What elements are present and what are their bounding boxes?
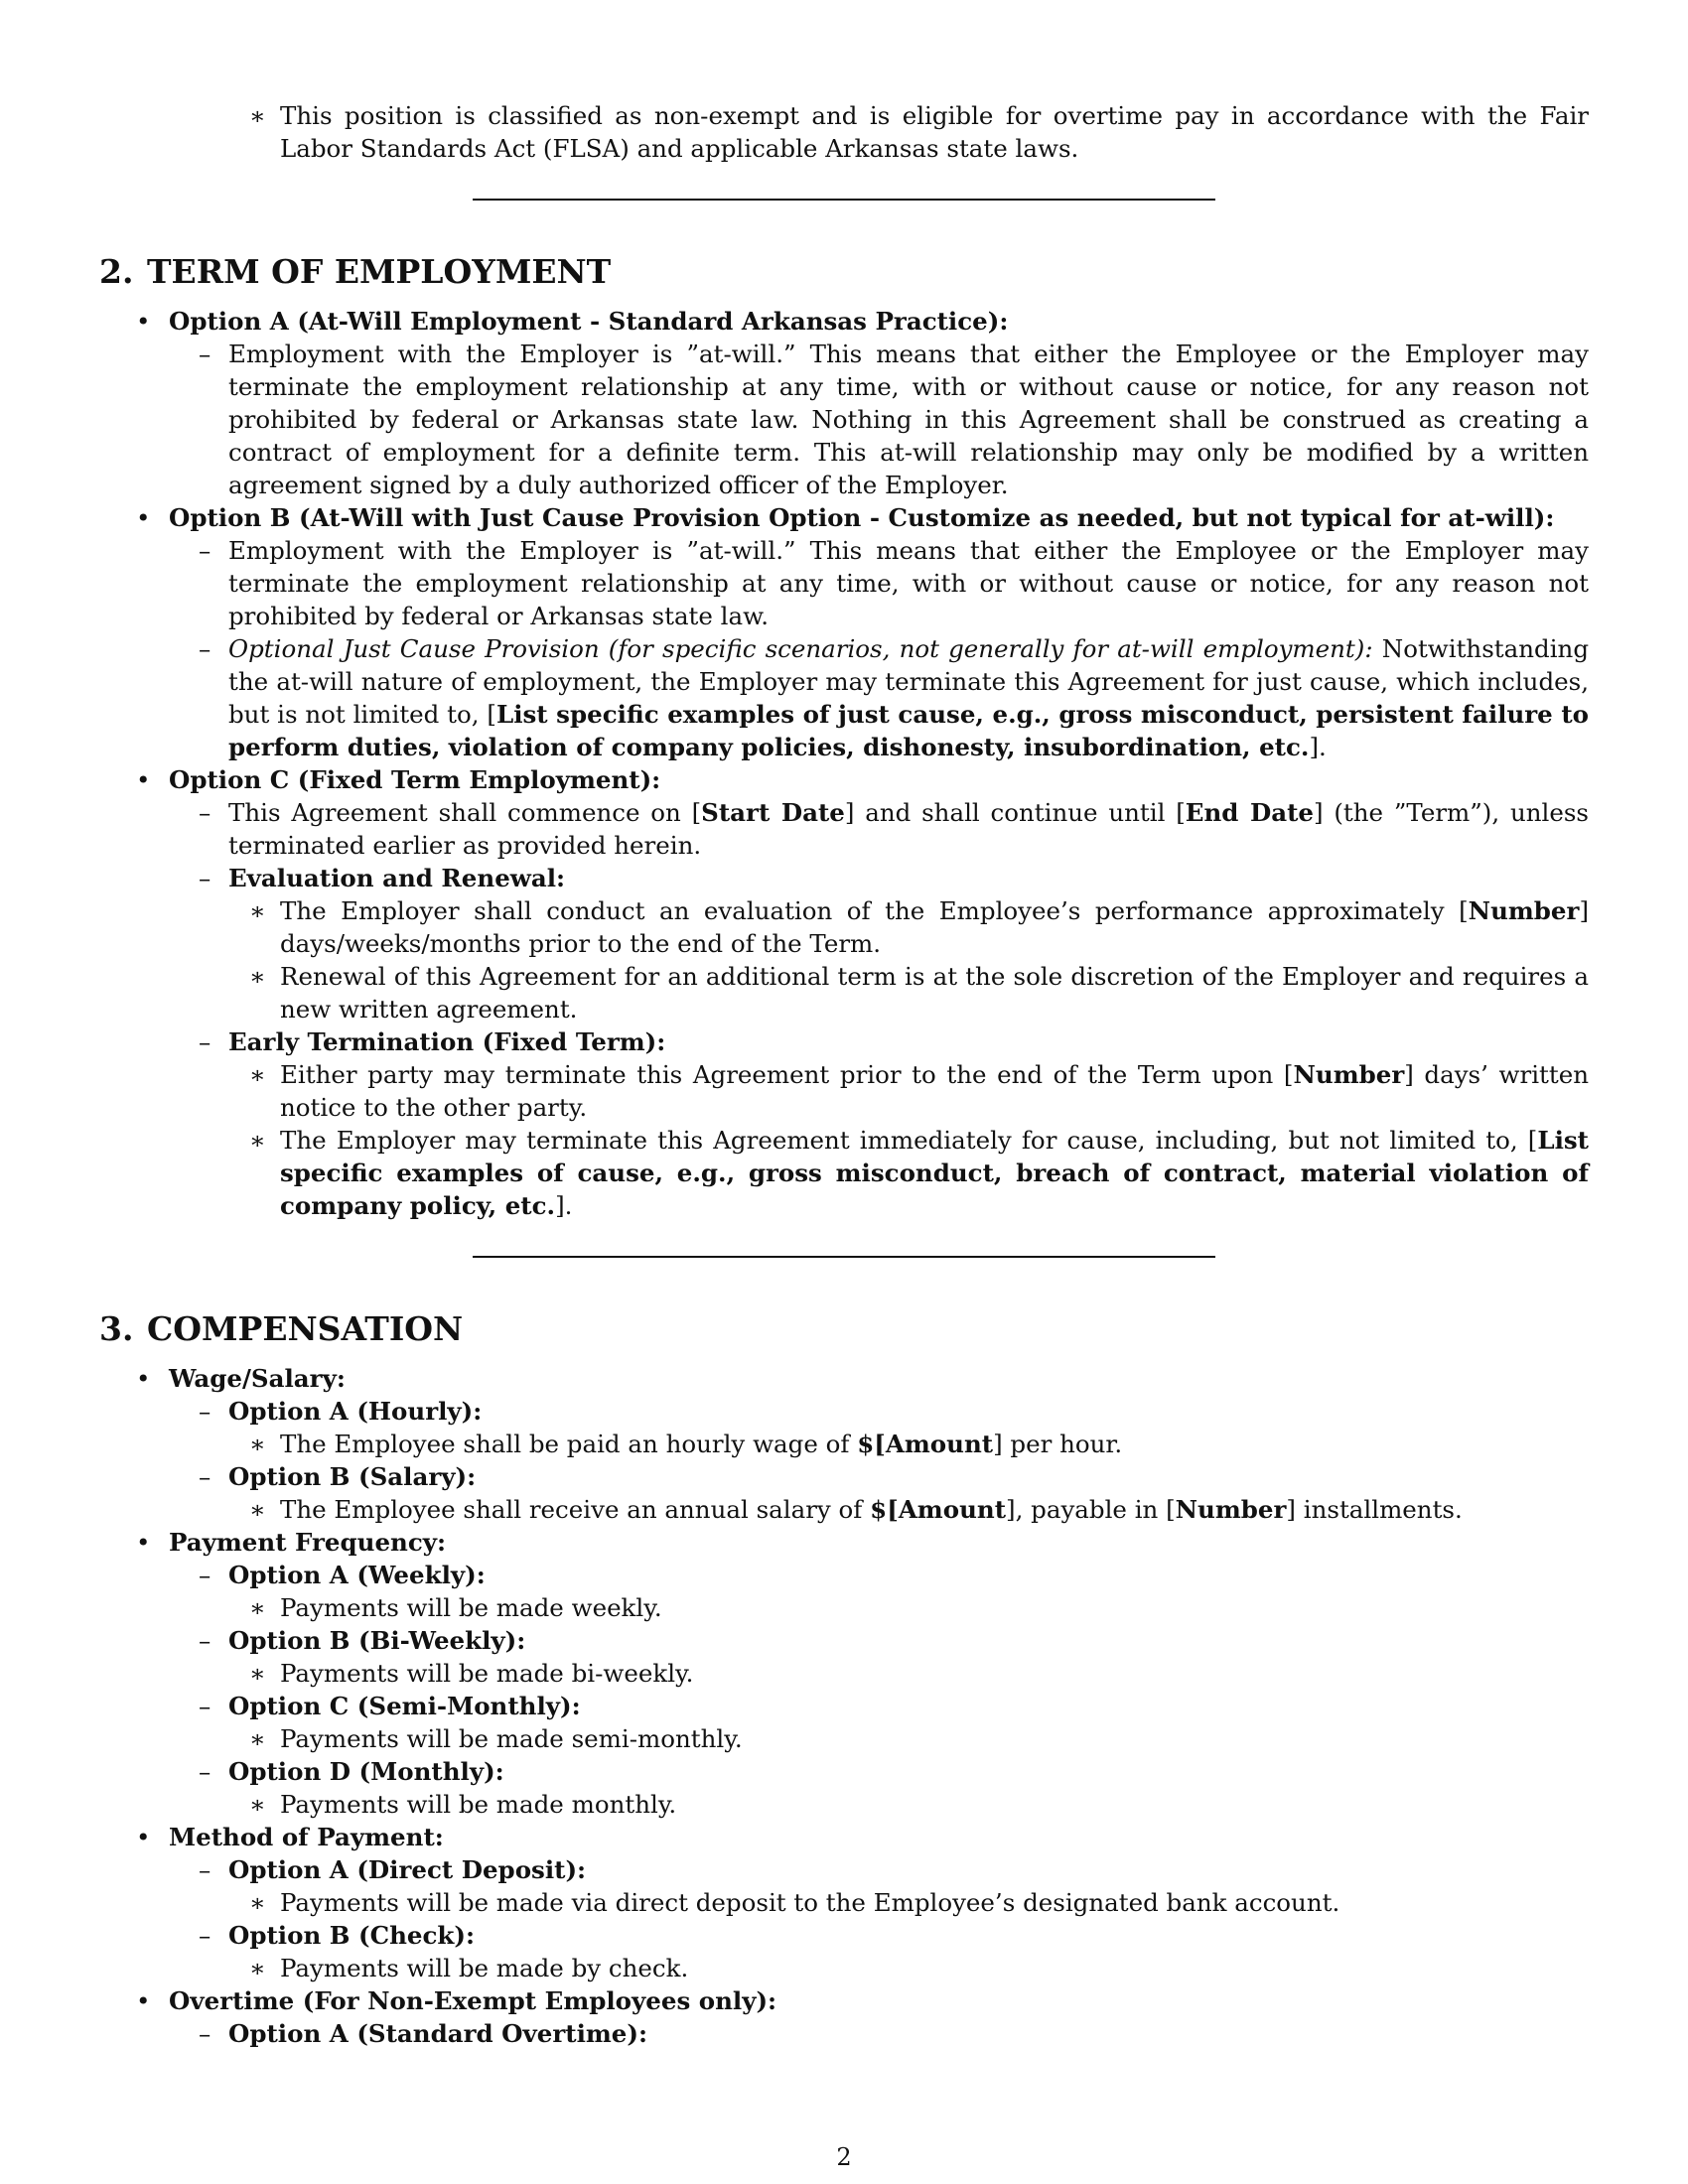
list-item: [99, 338, 1589, 501]
asterisk-bullet-icon: ∗: [249, 1593, 266, 1622]
asterisk-bullet-icon: ∗: [249, 1060, 266, 1089]
bullet-icon: •: [136, 1823, 151, 1851]
option-heading: Option B (At-Will with Just Cause Provision Option - Customize as needed, but not typical for at-will):: [169, 503, 1555, 532]
list-item: ∗ Payments will be made weekly.: [249, 1593, 662, 1622]
dash-bullet-icon: –: [199, 340, 211, 368]
list-item: [99, 1395, 1589, 1428]
bullet-icon: •: [136, 765, 151, 794]
placeholder-field: End Date: [1185, 798, 1314, 827]
list-item: [99, 1984, 1589, 2017]
placeholder-field: $[Amount: [857, 1430, 994, 1458]
list-item: [99, 1853, 1589, 1886]
list-item: [99, 534, 1589, 632]
dash-bullet-icon: –: [199, 1561, 211, 1589]
asterisk-bullet-icon: ∗: [249, 962, 266, 991]
placeholder-field: Start Date: [701, 798, 845, 827]
subheading: Option B (Salary):: [228, 1462, 477, 1491]
list-item: [99, 1624, 1589, 1657]
dash-bullet-icon: –: [199, 1462, 211, 1491]
section-heading-compensation: 3. COMPENSATION: [99, 1309, 464, 1348]
bullet-icon: •: [136, 1528, 151, 1557]
list-item: ∗ The Employer shall conduct an evaluation of the Employee’s performance approximately [Number] days/weeks/months prior to the end of the Term.: [249, 896, 1589, 958]
dash-bullet-icon: –: [199, 1921, 211, 1950]
list-item: ∗ Payments will be made bi-weekly.: [249, 1659, 694, 1688]
subheading: Option B (Check):: [228, 1921, 476, 1950]
dash-bullet-icon: –: [199, 1855, 211, 1884]
list-item: [99, 1919, 1589, 1952]
bullet-icon: •: [136, 503, 151, 532]
asterisk-bullet-icon: ∗: [249, 1888, 266, 1917]
placeholder-field: Number: [1468, 896, 1580, 925]
asterisk-bullet-icon: ∗: [249, 1430, 266, 1458]
dash-bullet-icon: –: [199, 1692, 211, 1720]
list-item: ∗ The Employer may terminate this Agreement immediately for cause, including, but not limited to, [List specific examples of cause, e.g., gross misconduct, breach of contract, material violation of company policy, etc.].: [249, 1126, 1589, 1220]
list-item: ∗ Payments will be made via direct deposit to the Employee’s designated bank account.: [249, 1888, 1340, 1917]
dash-bullet-icon: –: [199, 1397, 211, 1426]
option-heading: Option A (At-Will Employment - Standard Arkansas Practice):: [169, 307, 1009, 336]
asterisk-bullet-icon: ∗: [249, 1126, 266, 1155]
list-item: [99, 1025, 1589, 1058]
page-number: 2: [836, 2143, 852, 2171]
list-item: – This Agreement shall commence on [Start Date] and shall continue until [End Date] (the ”Term”), unless terminated earlier as provided herein.: [199, 798, 1589, 860]
dash-bullet-icon: –: [199, 536, 211, 565]
option-heading: Payment Frequency:: [169, 1528, 447, 1557]
dash-bullet-icon: –: [199, 634, 211, 663]
list-item: ∗ Payments will be made monthly.: [249, 1790, 677, 1819]
list-item: [99, 1821, 1589, 1853]
placeholder-field: List specific examples of just cause, e.g., gross misconduct, persistent failure to perform duties, violation of company policies, dishonesty, insubordination, etc.: [228, 700, 1589, 761]
asterisk-bullet-icon: ∗: [249, 1495, 266, 1524]
section-divider: [473, 1256, 1215, 1258]
bullet-icon: •: [136, 1364, 151, 1393]
list-item: ∗ Payments will be made semi-monthly.: [249, 1724, 743, 1753]
list-item: [99, 1755, 1589, 1788]
dash-bullet-icon: –: [199, 1626, 211, 1655]
subheading: Option A (Standard Overtime):: [228, 2019, 648, 2048]
asterisk-bullet-icon: ∗: [249, 1724, 266, 1753]
list-item: ∗ Payments will be made by check.: [249, 1954, 689, 1982]
option-heading: Wage/Salary:: [169, 1364, 346, 1393]
list-item: ∗ The Employee shall receive an annual salary of $[Amount], payable in [Number] installments.: [249, 1495, 1463, 1524]
list-item: [99, 1460, 1589, 1493]
document-page: [99, 99, 1589, 2050]
bullet-icon: •: [136, 1986, 151, 2015]
option-heading: Option C (Fixed Term Employment):: [169, 765, 661, 794]
flsa-classification-text: This position is classified as non-exempt and is eligible for overtime pay in accordance with the Fair Labor Standards Act (FLSA) and applicable Arkansas state laws.: [280, 101, 1589, 163]
placeholder-field: List specific examples of cause, e.g., gross misconduct, breach of contract, material violation of company policy, etc.: [280, 1126, 1589, 1220]
dash-bullet-icon: –: [199, 798, 211, 827]
list-item: ∗ The Employee shall be paid an hourly wage of $[Amount] per hour.: [249, 1430, 1123, 1458]
list-item: [99, 1690, 1589, 1722]
list-item: [99, 1559, 1589, 1591]
subheading: Option A (Weekly):: [228, 1561, 486, 1589]
subheading: Option C (Semi-Monthly):: [228, 1692, 581, 1720]
list-item: ∗ Either party may terminate this Agreement prior to the end of the Term upon [Number] days’ written notice to the other party.: [249, 1060, 1589, 1122]
list-item: ∗ Renewal of this Agreement for an additional term is at the sole discretion of the Employer and requires a new written agreement.: [249, 962, 1589, 1024]
list-item: [99, 763, 1589, 796]
list-item: [99, 305, 1589, 338]
list-item: [99, 1362, 1589, 1395]
asterisk-bullet-icon: ∗: [249, 1790, 266, 1819]
option-heading: Method of Payment:: [169, 1823, 444, 1851]
asterisk-bullet-icon: ∗: [249, 101, 266, 130]
dash-bullet-icon: –: [199, 864, 211, 892]
section-divider: [473, 199, 1215, 201]
option-heading: Overtime (For Non-Exempt Employees only):: [169, 1986, 777, 2015]
list-item: [99, 862, 1589, 894]
section-heading-term: 2. TERM OF EMPLOYMENT: [99, 252, 612, 291]
just-cause-label: Optional Just Cause Provision (for specific scenarios, not generally for at-will employment):: [228, 634, 1373, 663]
placeholder-field: Number: [1293, 1060, 1405, 1089]
clause-text: Employment with the Employer is ”at-will.” This means that either the Employee or the Employer may terminate the employment relationship at any time, with or without cause or notice, for any reason not prohibited by federal or Arkansas state law.: [228, 536, 1589, 630]
placeholder-field: Number: [1175, 1495, 1287, 1524]
clause-text: Employment with the Employer is ”at-will.” This means that either the Employee or the Employer may terminate the employment relationship at any time, with or without cause or notice, for any reason not prohibited by federal or Arkansas state law. Nothing in this Agreement shall be construed as creating a contract of employment for a definite term. This at-will relationship may only be modified by a written agreement signed by a duly authorized officer of the Employer.: [228, 340, 1589, 499]
placeholder-field: $[Amount: [870, 1495, 1007, 1524]
dash-bullet-icon: –: [199, 2019, 211, 2048]
dash-bullet-icon: –: [199, 1757, 211, 1786]
asterisk-bullet-icon: ∗: [249, 1954, 266, 1982]
bullet-icon: •: [136, 307, 151, 336]
subheading: Option A (Direct Deposit):: [228, 1855, 587, 1884]
subheading: Option D (Monthly):: [228, 1757, 504, 1786]
list-item: – Optional Just Cause Provision (for specific scenarios, not generally for at-will employment): Notwithstanding the at-will nature of employment, the Employer may terminate this Agreement for just cause, which includes, but is not limited to, [List specific examples of just cause, e.g., gross misconduct, persistent failure to perform duties, violation of company policies, dishonesty, insubordination, etc.].: [199, 634, 1589, 761]
dash-bullet-icon: –: [199, 1027, 211, 1056]
asterisk-bullet-icon: ∗: [249, 896, 266, 925]
list-item: [99, 2017, 1589, 2050]
subheading: Early Termination (Fixed Term):: [228, 1027, 666, 1056]
list-item: [99, 99, 1589, 165]
asterisk-bullet-icon: ∗: [249, 1659, 266, 1688]
subheading: Option A (Hourly):: [228, 1397, 483, 1426]
subheading: Option B (Bi-Weekly):: [228, 1626, 526, 1655]
list-item: [99, 501, 1589, 534]
list-item: [99, 1526, 1589, 1559]
subheading: Evaluation and Renewal:: [228, 864, 566, 892]
